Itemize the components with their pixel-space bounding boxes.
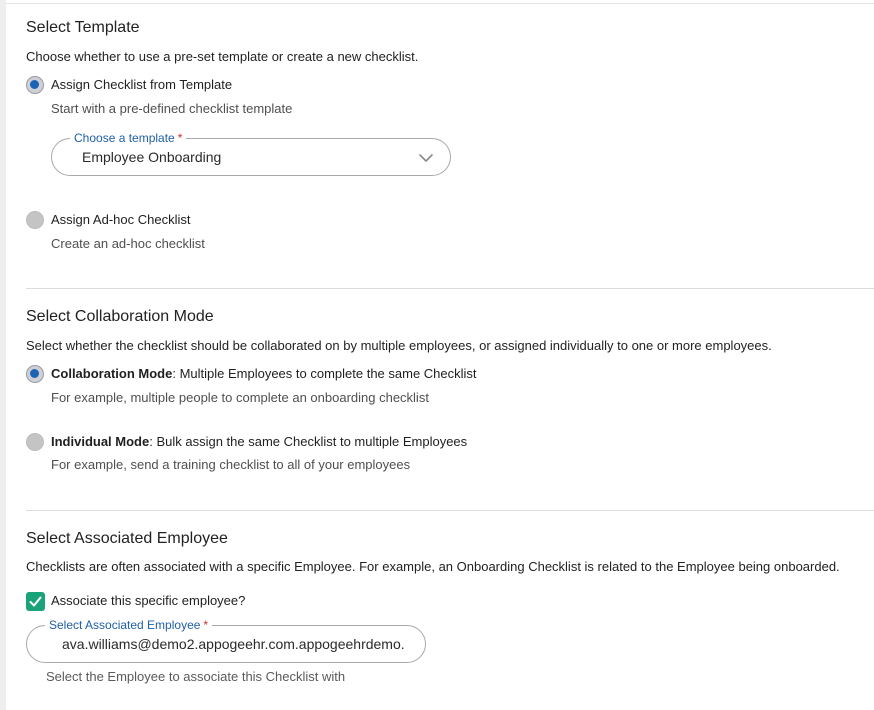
template-option-label[interactable]: Assign Checklist from Template — [51, 77, 233, 92]
collaboration-mode-hint: For example, multiple people to complete an onboarding checklist — [51, 390, 429, 405]
collaboration-mode-title: Collaboration Mode — [51, 366, 173, 381]
associated-employee-legend — [45, 618, 212, 632]
associate-employee-label[interactable]: Associate this specific employee? — [51, 593, 246, 608]
employee-section-description: Checklists are often associated with a specific Employee. For example, an Onboarding Checklist is related to the Employee being onboarded. — [26, 559, 840, 574]
section-divider — [26, 288, 874, 289]
individual-mode-text: : Bulk assign the same Checklist to multiple Employees — [149, 434, 468, 449]
employee-section-title: Select Associated Employee — [26, 530, 228, 547]
adhoc-option-hint: Create an ad-hoc checklist — [51, 236, 205, 251]
associate-employee-checkbox[interactable] — [26, 592, 45, 611]
template-select-legend — [70, 131, 186, 145]
template-option-hint: Start with a pre-defined checklist template — [51, 101, 293, 116]
collaboration-mode-radio[interactable] — [26, 365, 44, 383]
adhoc-option-label[interactable]: Assign Ad-hoc Checklist — [51, 212, 191, 227]
associated-employee-field[interactable] — [26, 618, 426, 663]
associated-employee-label: Select Associated Employee — [49, 618, 201, 632]
collab-section-description: Select whether the checklist should be collaborated on by multiple employees, or assigned individually to one or more employees. — [26, 338, 772, 353]
associated-employee-help: Select the Employee to associate this Checklist with — [46, 669, 346, 684]
associated-employee-value[interactable]: ava.williams@demo2.appogeehr.com.appogeehrdemo. — [62, 636, 405, 652]
required-marker: * — [177, 131, 183, 145]
chevron-down-icon[interactable] — [418, 153, 434, 163]
collaboration-mode-label[interactable] — [51, 366, 477, 381]
template-select-label: Choose a template — [74, 131, 175, 145]
individual-mode-hint: For example, send a training checklist to all of your employees — [51, 457, 411, 472]
adhoc-option-radio[interactable] — [26, 211, 44, 229]
check-icon — [26, 592, 45, 611]
template-section-description: Choose whether to use a pre-set template or create a new checklist. — [26, 49, 419, 64]
template-select-value: Employee Onboarding — [82, 149, 222, 165]
collab-section-title: Select Collaboration Mode — [26, 308, 214, 325]
individual-mode-label[interactable] — [51, 434, 467, 449]
template-section-title: Select Template — [26, 19, 140, 36]
template-select[interactable] — [51, 131, 451, 176]
individual-mode-title: Individual Mode — [51, 434, 150, 449]
template-option-radio[interactable] — [26, 76, 44, 94]
top-divider — [6, 3, 874, 4]
individual-mode-radio[interactable] — [26, 433, 44, 451]
section-divider — [26, 510, 874, 511]
left-rail — [0, 0, 6, 710]
required-marker: * — [203, 618, 209, 632]
collaboration-mode-text: : Multiple Employees to complete the same Checklist — [172, 366, 477, 381]
